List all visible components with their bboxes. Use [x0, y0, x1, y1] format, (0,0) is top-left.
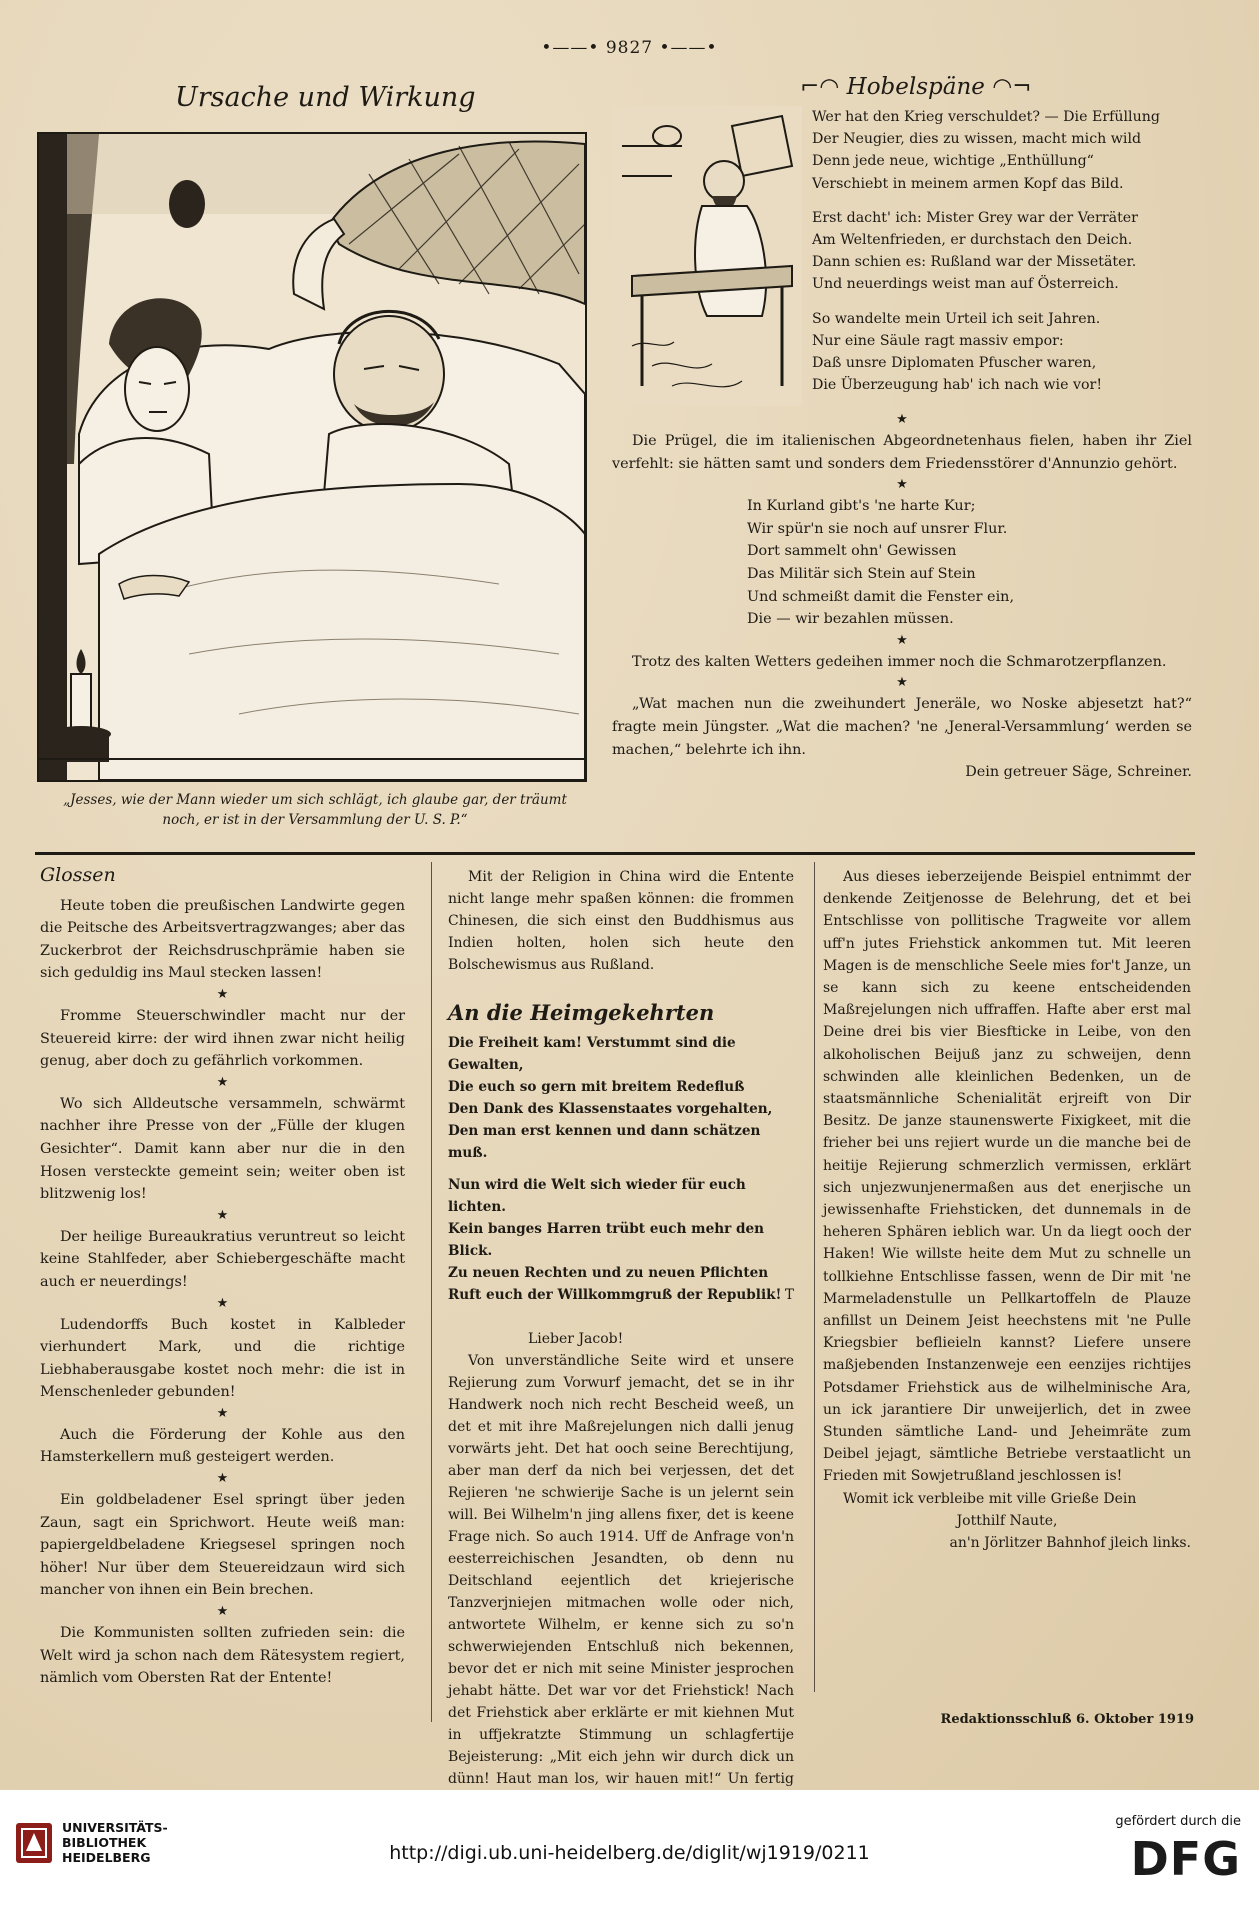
poem-line: In Kurland gibt's 'ne harte Kur;	[747, 498, 976, 515]
column-rule	[814, 862, 815, 1692]
poem-line: Erst dacht' ich: Mister Grey war der Verräter	[812, 209, 1138, 226]
middle-column	[448, 866, 794, 1834]
carpenter-illustration	[612, 106, 802, 406]
glosse-item: Heute toben die preußischen Landwirte gegen die Peitsche des Arbeitsvertragzwanges; aber das Zuckerbrot der Reichsdruschprämie haben sie sich geduldig ins Maul stecken lassen!	[40, 897, 405, 982]
hobelspaene-signature: Dein getreuer Säge, Schreiner.	[965, 764, 1192, 781]
separator-star: ★	[216, 1604, 229, 1620]
heimgekehrte-title: An die Heimgekehrten	[448, 1000, 715, 1025]
letter-closing: Womit ick verbleibe mit ville Grieße Dein	[843, 1490, 1137, 1507]
glosse-item: Der heilige Bureaukratius veruntreut so leicht keine Stahlfeder, aber Schiebergeschäfte macht auch er neuerdings!	[40, 1228, 405, 1290]
poem-line: Am Weltenfrieden, er durchstach den Deich.	[812, 232, 1133, 249]
separator-star: ★	[896, 412, 908, 427]
hobelspaene-title: ⌐◠ Hobelspäne ◠¬	[800, 74, 1032, 100]
poem-line: Kein banges Harren trübt euch mehr den Blick.	[448, 1221, 765, 1259]
cartoon-illustration	[37, 132, 587, 782]
hobelspaene-paragraph: „Wat machen nun die zweihundert Jeneräle, wo Noske abjesetzt hat?“ fragte mein Jüngster. „Wat die machen? 'ne ‚Jeneral-Versammlung‘ werden se machen,“ belehrte ich ihn.	[612, 696, 1192, 758]
glosse-item: Fromme Steuerschwindler macht nur der Steuereid kirre: der wird ihnen zwar nicht heilig genug, aber doch zu gefährlich vorkommen.	[40, 1007, 405, 1070]
cartoon-caption: „Jesses, wie der Mann wieder um sich schlägt, ich glaube gar, der träumt noch, er ist in der Versammlung der U. S. P.“	[63, 792, 567, 828]
poem-line: Den Dank des Klassenstaates vorgehalten,	[448, 1101, 773, 1117]
letter-paragraph: Von unverständliche Seite wird et unsere Rejierung zum Vorwurf jemacht, det se in ihr Handwerk noch nich recht Bescheid weeß, un det et mit ihre Maßrejelungen nich dalli jenug vorwärts jeht. Det hat ooch seine Berechtijung, aber man derf da nich bei verjessen, det det Rejieren 'ne schwierije Sache is un jelernt sein will. Bei Wilhelm'n jing allens fixer, det is keene Frage nich. So auch 1914. Uff de Anfrage von'n eesterreichischen Jesandten, ob denn nu Deitschland eejentlich det kriejerische Tanzverjniejen mitmachen wolle oder nich, antwortete Wilhelm, er kenne sich zu so'n schwerwiejenden Entschluß nich bekennen, bevor det er nich mit seine Minister jesprochen jehabt hätte. Det war vor det Friehstick! Nach det Friehstick aber erklärte er mit kiehnen Mut in uffjekratzte Stimmung un schlagfertije Bejeisterung: „Mit eich jehn wir durch dick un dünn! Haut man los, wir hauen mit!“ Un fertig	[448, 1353, 794, 1787]
poem-line: Nun wird die Welt sich wieder für euch lichten.	[448, 1177, 746, 1215]
glossen-title: Glossen	[40, 864, 116, 886]
separator-star: ★	[216, 1471, 229, 1487]
poem-line: Daß unsre Diplomaten Pfuscher waren,	[812, 355, 1097, 372]
right-column	[823, 866, 1191, 1554]
poem-line: Zu neuen Rechten und zu neuen Pflichten	[448, 1265, 769, 1281]
permalink-url[interactable]: http://digi.ub.uni-heidelberg.de/diglit/wj1919/0211	[389, 1842, 870, 1864]
dfg-logo[interactable]: DFG	[1130, 1832, 1241, 1886]
poem-line-text: Ruft euch der Willkommgruß der Republik!	[448, 1287, 782, 1303]
poem-line: Den man erst kennen und dann schätzen muß.	[448, 1123, 761, 1161]
hobelspaene-title-text: Hobelspäne	[846, 74, 985, 100]
poem-line: Wir spür'n sie noch auf unsrer Flur.	[747, 520, 1008, 537]
hobelspaene-prose	[612, 410, 1192, 784]
separator-star: ★	[216, 1405, 229, 1421]
page-number: •——• 9827 •——•	[541, 38, 718, 58]
glosse-item: Ein goldbeladener Esel springt über jeden Zaun, sagt ein Sprichwort. Heute weiß man: papiergeldbeladene Kriegsesel springen noch höher! Nur über dem Steuereidzaun wird sich mancher von ihnen ein Bein brechen.	[40, 1492, 405, 1599]
sponsor-label: gefördert durch die	[1115, 1814, 1241, 1829]
cartoon-title: Ursache und Wirkung	[175, 82, 476, 113]
carpenter-drawing	[612, 106, 802, 406]
poem-line: Wer hat den Krieg verschuldet? — Die Erfüllung	[812, 109, 1160, 125]
separator-star: ★	[896, 477, 908, 493]
letter-signature: Jotthilf Naute,	[956, 1512, 1058, 1529]
poem-line: Verschiebt in meinem armen Kopf das Bild.	[812, 175, 1124, 192]
separator-star: ★	[216, 1207, 229, 1223]
poem-line: Die euch so gern mit breitem Redefluß	[448, 1079, 745, 1095]
separator-star: ★	[896, 675, 908, 691]
poem-line: Der Neugier, dies zu wissen, macht mich wild	[812, 131, 1142, 148]
letter-salutation: Lieber Jacob!	[528, 1331, 624, 1347]
hobelspaene-poem	[812, 106, 1192, 396]
kurland-poem	[747, 495, 1192, 631]
page-number-text: 9827	[605, 38, 654, 58]
poem-line: So wandelte mein Urteil ich seit Jahren.	[812, 310, 1101, 327]
poem-line: Das Militär sich Stein auf Stein	[747, 565, 976, 582]
section-divider	[35, 852, 1195, 855]
poem-line: Nur eine Säule ragt massiv empor:	[812, 332, 1064, 349]
poem-line: Denn jede neue, wichtige „Enthüllung“	[812, 153, 1094, 170]
hobelspaene-paragraph: Die Prügel, die im italienischen Abgeordnetenhaus fielen, haben ihr Ziel verfehlt: sie hätten samt und sonders dem Friedensstörer d'Annunzio gehört.	[612, 433, 1192, 472]
poem-author: T	[784, 1287, 794, 1303]
glossen-column	[40, 864, 405, 1690]
glosse-item: Ludendorffs Buch kostet in Kalbleder vierhundert Mark, und die richtige Liebhaberausgabe kostet noch mehr: die ist in Menschenleder gebunden!	[40, 1316, 405, 1401]
letter-paragraph: Aus dieses ieberzeijende Beispiel entnimmt der denkende Zeitjenosse de Belehrung, det et bei Entschlisse von pollitische Tragweite vor allem uff'n jutes Friehstick ankommen tut. Mit leeren Magen is de menschliche Seele mies for't Janze, un se kann sich zu keene entscheidenden Maßrejelungen nich uffraffen. Hafte aber erst mal Deine drei bis vier Biesfticke in Leibe, von den alkoholischen Beijuß janz zu schweijen, denn schwinden alle kleinlichen Bedenken, un de staatsmännliche Schenialität erjreift von Dir Besitz. De janze staunenswerte Fixigkeet, mit die frieher bei uns rejiert wurde un die manche bei de heitije Rejierung schmerzlich vermissen, erklärt sich unjezwunjenermaßen aus det enerjische un jewissenhafte Friehsticken, det dunnemals in de heheren Sphären ieblich war. Un da liegt ooch der Haken! Wie willste heite dem Mut zu schnelle un tollkiehne Entschlisse fassen, wenn de Dir mit 'ne Marmeladenstulle un Pellkartoffeln de Plauze anfillst un Deinem Jeist heechstens mit 'ne Pulle Kriegsbier beflieieln kannst? Liefere unsere maßjebenden Instanzenweje een eenzijes richtijes Potsdamer Friehstick aus de wilhelminische Ara, un ick jarantiere Dir unweijerlich, det in zwee Stunden sämtliche Land- und Jeheimräte zum Deibel jejagt, sämtliche Betriebe verstaatlicht un Frieden mit Sowjetrußland jeschlossen is!	[823, 869, 1191, 1485]
cartoon-drawing	[39, 134, 585, 780]
poem-line: Dann schien es: Rußland war der Missetäter.	[812, 254, 1137, 271]
china-glosse: Mit der Religion in China wird die Entente nicht lange mehr spaßen können: die frommen Chinesen, die sich einst den Buddhismus aus Indien holten, holen sich heute den Bolschewismus aus Rußland.	[448, 869, 794, 973]
poem-line	[448, 1284, 794, 1306]
separator-star: ★	[216, 1295, 229, 1311]
column-rule	[431, 862, 432, 1722]
poem-line: Dort sammelt ohn' Gewissen	[747, 543, 957, 560]
poem-line: Und schmeißt damit die Fenster ein,	[747, 588, 1015, 605]
editorial-deadline: Redaktionsschluß 6. Oktober 1919	[940, 1712, 1194, 1727]
poem-line: Die Überzeugung hab' ich nach wie vor!	[812, 377, 1103, 394]
poem-line: Die Freiheit kam! Verstummt sind die Gewalten,	[448, 1035, 736, 1073]
letter-address: an'n Jörlitzer Bahnhof jleich links.	[949, 1535, 1191, 1552]
separator-star: ★	[216, 986, 229, 1002]
separator-star: ★	[896, 632, 908, 648]
hobelspaene-paragraph: Trotz des kalten Wetters gedeihen immer noch die Schmarotzerpflanzen.	[632, 653, 1167, 670]
separator-star: ★	[216, 1074, 229, 1090]
glosse-item: Auch die Förderung der Kohle aus den Hamsterkellern muß gesteigert werden.	[40, 1426, 405, 1466]
ub-logo-text: UNIVERSITÄTS- BIBLIOTHEK HEIDELBERG	[62, 1820, 168, 1865]
glosse-item: Die Kommunisten sollten zufrieden sein: die Welt wird ja schon nach dem Rätesystem regiert, nämlich vom Obersten Rat der Entente!	[40, 1625, 405, 1687]
viewer-footer	[0, 1790, 1259, 1905]
glosse-item: Wo sich Alldeutsche versammeln, schwärmt nachher ihre Presse von der „Fülle der klugen Gesichter“. Damit kann aber nur die in den Hosen versteckte gemeint sein; weiter oben ist blitzwenig los!	[40, 1095, 405, 1203]
poem-line: Die — wir bezahlen müssen.	[747, 611, 954, 628]
poem-line: Und neuerdings weist man auf Österreich.	[812, 276, 1119, 293]
heimgekehrte-poem	[448, 1032, 794, 1306]
